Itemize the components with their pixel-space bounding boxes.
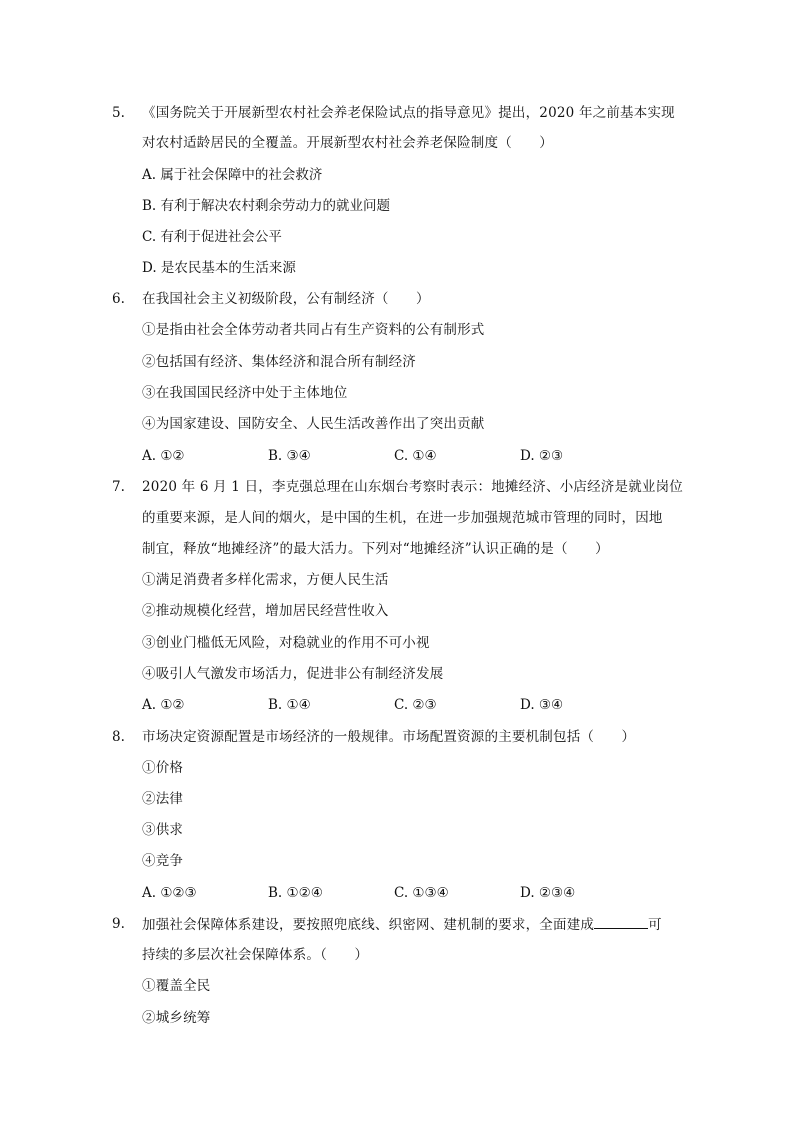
option-d: D. ③④ — [520, 697, 564, 713]
option-a: A. ①②③ — [142, 885, 197, 901]
statement-item: ②包括国有经济、集体经济和混合所有制经济 — [142, 354, 416, 370]
statement-item: ②法律 — [142, 791, 184, 807]
option-c: C. ②③ — [394, 697, 437, 713]
statement-item: ④为国家建设、国防安全、人民生活改善作出了突出贡献 — [142, 416, 485, 432]
question-number: 6. — [112, 291, 125, 307]
option-c: C. ①④ — [394, 448, 437, 464]
option-c: C. 有利于促进社会公平 — [142, 229, 282, 245]
option-b: B. ③④ — [268, 448, 311, 464]
fill-blank — [594, 914, 648, 929]
statement-item: ④竞争 — [142, 853, 184, 869]
statement-item: ③供求 — [142, 822, 184, 838]
statement-item: ①满足消费者多样化需求，方便人民生活 — [142, 572, 389, 588]
question-stem-line: 《国务院关于开展新型农村社会养老保险试点的指导意见》提出，2020 年之前基本实现 — [142, 105, 675, 121]
statement-item: ③在我国国民经济中处于主体地位 — [142, 385, 348, 401]
statement-item: ①覆盖全民 — [142, 978, 211, 994]
option-a: A. 属于社会保障中的社会救济 — [142, 167, 323, 183]
option-b: B. ①②④ — [268, 885, 323, 901]
question-number: 9. — [112, 916, 125, 932]
stem-text: 加强社会保障体系建设，要按照兜底线、织密网、建机制的要求，全面建成 — [142, 917, 595, 933]
option-c: C. ①③④ — [394, 885, 449, 901]
question-stem-line: 对农村适龄居民的全覆盖。开展新型农村社会养老保险制度（ ） — [142, 135, 553, 151]
option-a: A. ①② — [142, 697, 185, 713]
question-stem-line: 的重要来源，是人间的烟火，是中国的生机，在进一步加强规范城市管理的同时，因地 — [142, 510, 663, 526]
option-b: B. 有利于解决农村剩余劳动力的就业问题 — [142, 198, 391, 214]
question-number: 7. — [112, 479, 125, 495]
question-stem-line: 2020 年 6 月 1 日，李克强总理在山东烟台考察时表示：地摊经济、小店经济是就业岗位 — [142, 479, 683, 495]
statement-item: ①价格 — [142, 760, 184, 776]
option-d: D. ②③④ — [520, 885, 576, 901]
option-b: B. ①④ — [268, 697, 311, 713]
question-stem-line — [142, 914, 662, 935]
question-stem-line: 持续的多层次社会保障体系。（ ） — [142, 947, 369, 963]
question-number: 8. — [112, 729, 125, 745]
question-stem-line: 制宜，释放“地摊经济”的最大活力。下列对“地摊经济”认识正确的是（ ） — [142, 541, 609, 557]
stem-text: 可 — [648, 917, 662, 933]
statement-item: ②推动规模化经营，增加居民经营性收入 — [142, 603, 389, 619]
statement-item: ④吸引人气激发市场活力，促进非公有制经济发展 — [142, 666, 444, 682]
option-d: D. 是农民基本的生活来源 — [142, 260, 296, 276]
option-a: A. ①② — [142, 448, 185, 464]
statement-item: ②城乡统筹 — [142, 1010, 211, 1026]
question-number: 5. — [112, 105, 125, 121]
question-stem-line: 市场决定资源配置是市场经济的一般规律。市场配置资源的主要机制包括（ ） — [142, 729, 636, 745]
question-stem-line: 在我国社会主义初级阶段，公有制经济（ ） — [142, 291, 430, 307]
option-d: D. ②③ — [520, 448, 564, 464]
statement-item: ③创业门槛低无风险，对稳就业的作用不可小视 — [142, 635, 430, 651]
statement-item: ①是指由社会全体劳动者共同占有生产资料的公有制形式 — [142, 322, 485, 338]
